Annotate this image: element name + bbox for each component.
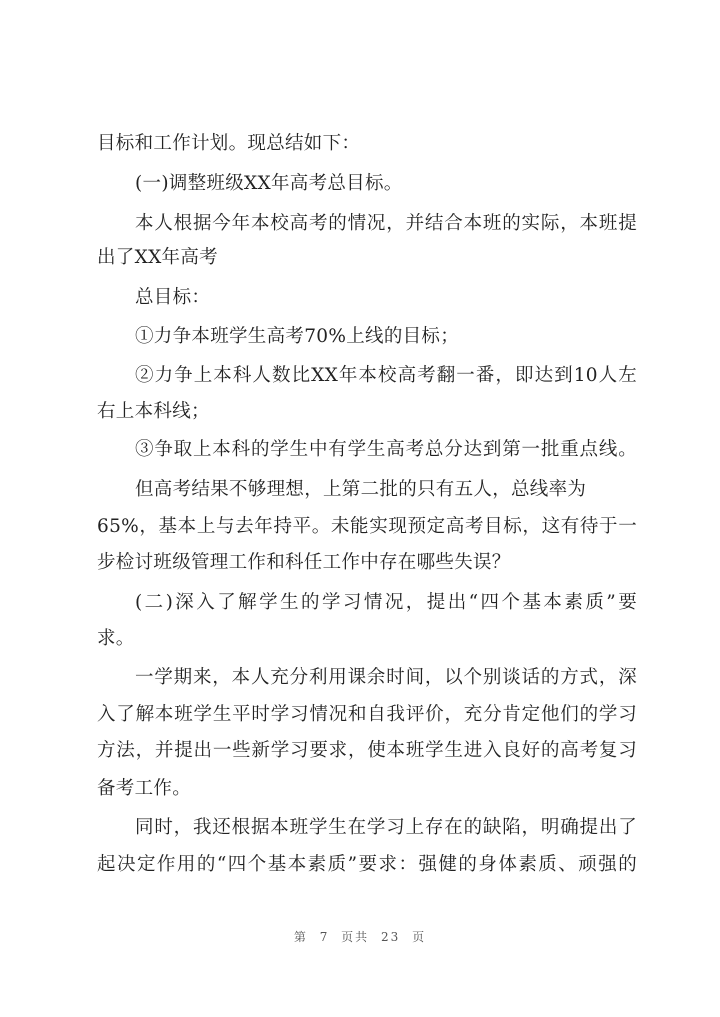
text-line: 步检讨班级管理工作和科任工作中存在哪些失误？ <box>97 552 511 573</box>
text-line: ③争取上本科的学生中有学生高考总分达到第一批重点线。 <box>135 439 637 460</box>
text-line: 出了XX年高考 <box>97 247 218 268</box>
text-line: ②力争上本科人数比XX年本校高考翻一番，即达到10人左 <box>135 365 637 386</box>
text-line: 一学期来，本人充分利用课余时间，以个别谈话的方式，深 <box>135 667 637 688</box>
text-line: 右上本科线； <box>97 401 210 422</box>
footer-middle: 页共 <box>341 930 370 944</box>
footer-suffix: 页 <box>412 930 427 944</box>
text-line: 总目标： <box>135 287 211 308</box>
footer-total-pages: 23 <box>381 930 401 944</box>
text-line: 方法，并提出一些新学习要求，使本班学生进入良好的高考复习 <box>97 740 637 761</box>
footer-prefix: 第 <box>293 930 308 944</box>
text-line: 备考工作。 <box>97 778 192 799</box>
footer-page-number: 7 <box>319 930 330 944</box>
text-line: 入了解本班学生平时学习情况和自我评价，充分肯定他们的学习 <box>97 704 637 725</box>
text-line: 同时，我还根据本班学生在学习上存在的缺陷，明确提出了 <box>135 817 637 838</box>
text-line: 起决定作用的“四个基本素质”要求：强健的身体素质、顽强的 <box>97 854 637 875</box>
text-line: 65%，基本上与去年持平。未能实现预定高考目标，这有待于一 <box>97 516 637 537</box>
text-line: 但高考结果不够理想，上第二批的只有五人，总线率为 <box>135 479 587 500</box>
text-line: 求。 <box>97 628 135 649</box>
text-line: 目标和工作计划。现总结如下： <box>97 133 361 154</box>
section-heading: (二)深入了解学生的学习情况，提出“四个基本素质”要 <box>135 592 637 613</box>
text-line: 本人根据今年本校高考的情况，并结合本班的实际，本班提 <box>135 213 637 234</box>
page-footer <box>0 928 720 945</box>
section-heading: (一)调整班级XX年高考总目标。 <box>135 173 403 194</box>
text-line: ①力争本班学生高考70%上线的目标； <box>135 326 460 347</box>
